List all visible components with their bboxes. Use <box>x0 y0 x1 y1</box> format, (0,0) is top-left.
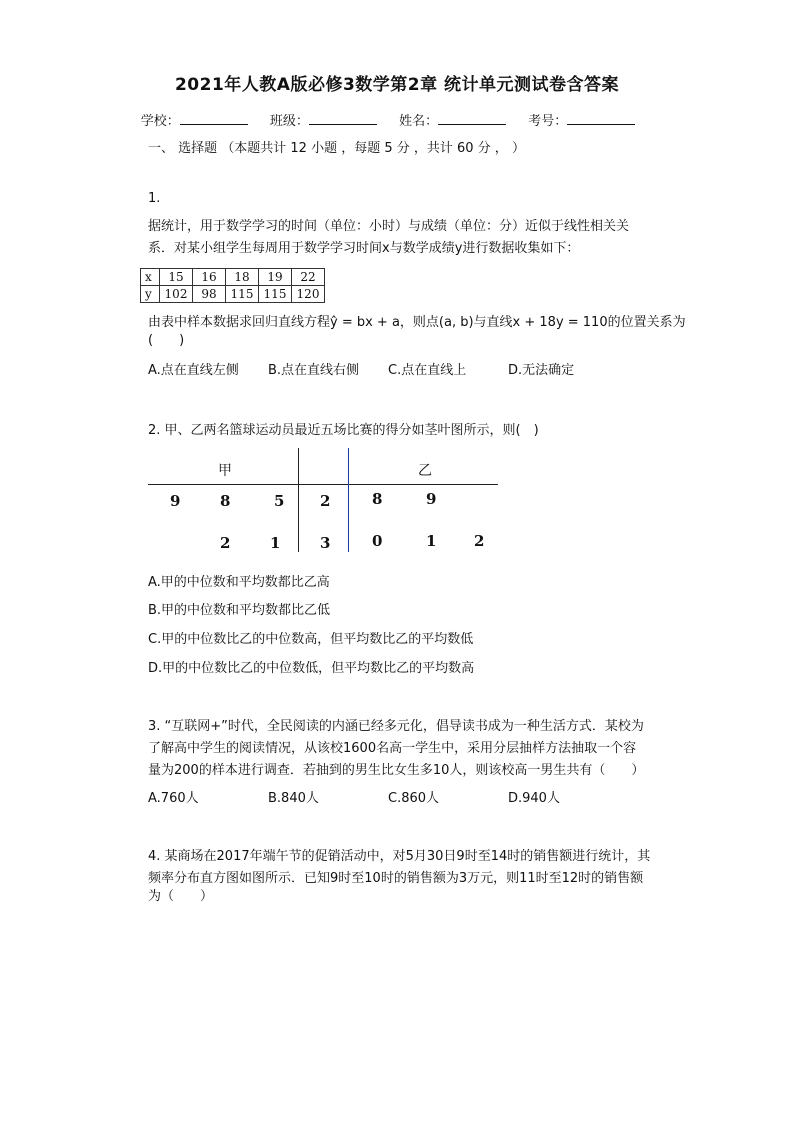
leaf-left: 5 <box>274 492 285 510</box>
q2-option-a[interactable]: A.甲的中位数和平均数都比乙高 <box>148 575 330 590</box>
leaf-left: 2 <box>220 534 231 552</box>
stem-value: 3 <box>320 534 331 552</box>
leaf-right: 8 <box>372 490 383 508</box>
school-label: 学校： <box>140 114 180 129</box>
school-blank[interactable] <box>180 112 248 125</box>
table-cell: 115 <box>259 286 292 303</box>
stem-value: 2 <box>320 492 331 510</box>
name-label: 姓名： <box>399 114 439 129</box>
table-cell: x <box>141 269 160 286</box>
leaf-right: 1 <box>426 532 437 550</box>
table-cell: 16 <box>193 269 226 286</box>
class-blank[interactable] <box>309 112 377 125</box>
q3-option-d[interactable]: D.940人 <box>508 791 560 806</box>
q2-option-c[interactable]: C.甲的中位数比乙的中位数高，但平均数比乙的平均数低 <box>148 632 474 647</box>
plot-divider <box>348 448 349 552</box>
q2-option-b[interactable]: B.甲的中位数和平均数都比乙低 <box>148 603 331 618</box>
q1-text-line3: 由表中样本数据求回归直线方程ŷ = bx + a，则点(a, b)与直线x + 18y = 110的位置关系为 <box>148 315 686 330</box>
q1-data-table <box>140 268 325 303</box>
class-label: 班级： <box>269 114 309 129</box>
q4-text-line3: 为（ ） <box>148 889 214 904</box>
section-heading: 一、 选择题 （本题共计 12 小题 ，每题 5 分 ，共计 60 分 ， ） <box>148 141 525 156</box>
q3-text-line3: 量为200的样本进行调查．若抽到的男生比女生多10人，则该校高一男生共有（ ） <box>148 763 645 778</box>
q4-text-line1: 4. 某商场在2017年端午节的促销活动中，对5月30日9时至14时的销售额进行统计，其 <box>148 849 651 864</box>
stem-right-header: 乙 <box>418 463 432 479</box>
exam-no-blank[interactable] <box>567 112 635 125</box>
leaf-right: 0 <box>372 532 383 550</box>
q1-option-d[interactable]: D.无法确定 <box>508 363 575 378</box>
q1-option-a[interactable]: A.点在直线左侧 <box>148 363 239 378</box>
student-info-row <box>0 110 794 129</box>
table-cell: 120 <box>292 286 325 303</box>
plot-divider <box>298 448 299 552</box>
q3-option-a[interactable]: A.760人 <box>148 791 199 806</box>
leaf-right: 9 <box>426 490 437 508</box>
plot-divider <box>148 484 498 485</box>
table-cell: 102 <box>160 286 193 303</box>
page-title: 2021年人教A版必修3数学第2章 统计单元测试卷含答案 <box>174 75 620 95</box>
table-cell: y <box>141 286 160 303</box>
leaf-right: 2 <box>474 532 485 550</box>
q4-text-line2: 频率分布直方图如图所示．已知9时至10时的销售额为3万元，则11时至12时的销售额 <box>148 871 644 886</box>
q3-text-line1: 3. “互联网+”时代，全民阅读的内涵已经多元化，倡导读书成为一种生活方式．某校为 <box>148 719 644 734</box>
q2-text: 2. 甲、乙两名篮球运动员最近五场比赛的得分如茎叶图所示，则( ) <box>148 423 539 438</box>
q2-option-d[interactable]: D.甲的中位数比乙的中位数低，但平均数比乙的平均数高 <box>148 661 475 676</box>
leaf-left: 1 <box>270 534 281 552</box>
table-row <box>141 286 325 303</box>
q3-text-line2: 了解高中学生的阅读情况，从该校1600名高一学生中，采用分层抽样方法抽取一个容 <box>148 741 637 756</box>
table-cell: 19 <box>259 269 292 286</box>
stem-left-header: 甲 <box>218 463 232 479</box>
table-cell: 18 <box>226 269 259 286</box>
q1-number: 1. <box>148 191 161 206</box>
stem-leaf-plot <box>148 448 498 558</box>
exam-no-label: 考号： <box>528 114 568 129</box>
q1-text-line2: 系．对某小组学生每周用于数学学习时间x与数学成绩y进行数据收集如下： <box>148 241 580 256</box>
table-cell: 22 <box>292 269 325 286</box>
table-cell: 98 <box>193 286 226 303</box>
q3-option-c[interactable]: C.860人 <box>388 791 440 806</box>
leaf-left: 9 <box>170 492 181 510</box>
q1-options <box>148 360 628 382</box>
table-cell: 15 <box>160 269 193 286</box>
q1-text-line1: 据统计，用于数学学习的时间（单位：小时）与成绩（单位：分）近似于线性相关关 <box>148 219 630 234</box>
q1-text-line4: ( ) <box>148 333 185 348</box>
q3-option-b[interactable]: B.840人 <box>268 791 319 806</box>
q1-option-c[interactable]: C.点在直线上 <box>388 363 467 378</box>
table-cell: 115 <box>226 286 259 303</box>
q3-options <box>148 788 628 810</box>
q1-option-b[interactable]: B.点在直线右侧 <box>268 363 360 378</box>
table-row <box>141 269 325 286</box>
leaf-left: 8 <box>220 492 231 510</box>
name-blank[interactable] <box>438 112 506 125</box>
